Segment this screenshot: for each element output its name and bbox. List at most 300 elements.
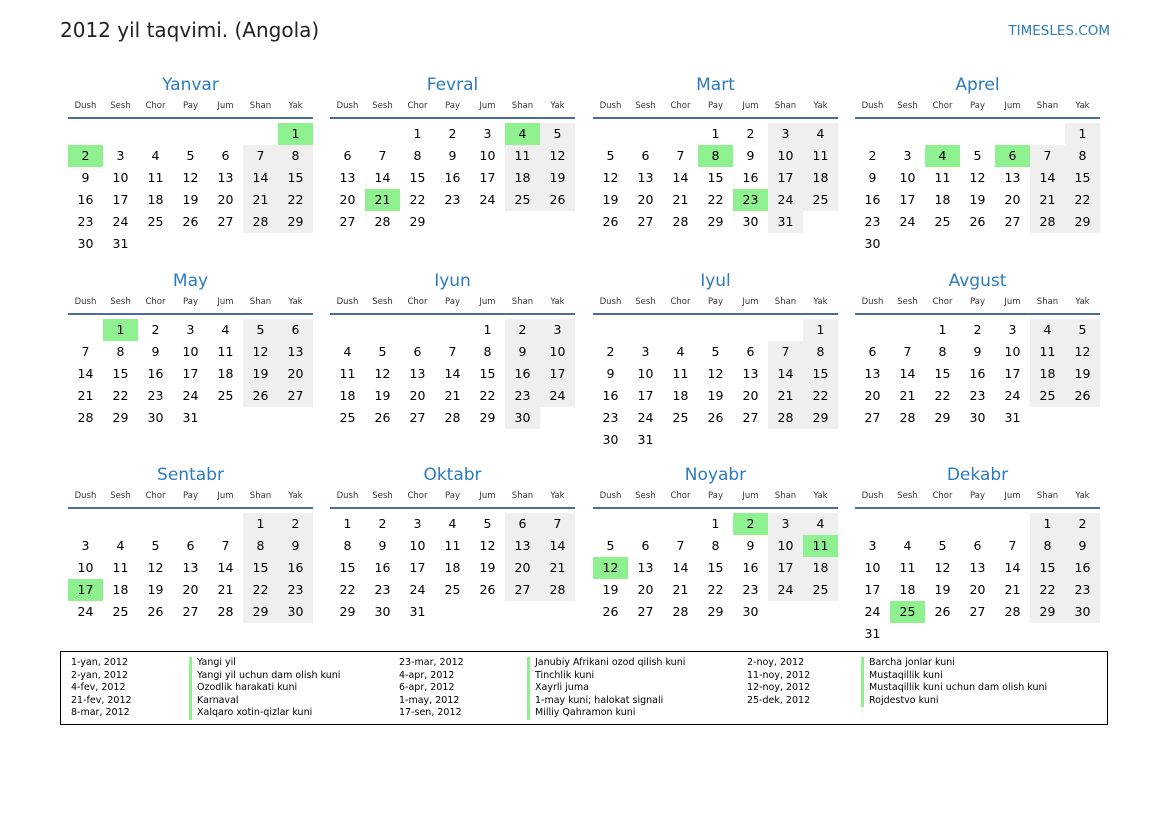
weekend-day-cell: 22: [243, 579, 278, 601]
weekday-label: Yak: [550, 297, 565, 307]
weekend-day-cell: 29: [278, 211, 313, 233]
holiday-name: Janubiy Afrikani ozod qilish kuni: [527, 657, 685, 670]
day-cell: 28: [77, 410, 94, 425]
weekday-label: Sesh: [897, 491, 918, 501]
empty-day-cell: [278, 407, 313, 429]
empty-day-cell: [505, 601, 540, 623]
day-cell: 10: [899, 170, 916, 185]
weekday-label: Yak: [1075, 297, 1090, 307]
week-row: [855, 363, 1100, 385]
holiday-name: Milliy Qahramon kuni: [527, 707, 685, 720]
weekend-day-cell: 22: [278, 189, 313, 211]
day-cell: 28: [1004, 604, 1021, 619]
day-cell: 22: [339, 582, 356, 597]
weekend-day-cell: 19: [1065, 363, 1100, 385]
weekday-label: Sesh: [635, 101, 656, 111]
week-row: [68, 579, 313, 601]
empty-day-cell: [208, 407, 243, 429]
weekend-day-cell: 17: [768, 557, 803, 579]
day-cell: 23: [147, 388, 164, 403]
day-cell: 20: [409, 388, 426, 403]
day-cell: 25: [112, 604, 129, 619]
day-cell: 24: [864, 604, 881, 619]
month-yanvar: [68, 74, 313, 255]
day-cell: 18: [147, 192, 164, 207]
day-cell: 16: [742, 560, 759, 575]
day-cell: 22: [112, 388, 129, 403]
day-cell: 11: [112, 560, 129, 575]
day-cell: 17: [479, 170, 496, 185]
day-cell: 27: [339, 214, 356, 229]
day-cell: 12: [374, 366, 391, 381]
week-row: [855, 557, 1100, 579]
day-cell: 6: [641, 148, 650, 163]
holiday-day-cell: 23: [733, 189, 768, 211]
day-cell: 17: [899, 192, 916, 207]
weekday-label: Shan: [1036, 491, 1059, 501]
day-cell: 1: [483, 322, 492, 337]
day-cell: 17: [409, 560, 426, 575]
day-cell: 4: [903, 538, 912, 553]
month-mart: [593, 74, 838, 233]
month-name: Noyabr: [684, 465, 747, 485]
day-cell: 22: [707, 582, 724, 597]
month-name: Iyun: [434, 271, 471, 291]
month-may: [68, 270, 313, 429]
holiday-day-cell: 1: [103, 319, 138, 341]
day-cell: 13: [217, 170, 234, 185]
empty-day-cell: [628, 123, 663, 145]
day-cell: 6: [413, 344, 422, 359]
weekday-label: Sesh: [372, 101, 393, 111]
weekend-day-cell: 9: [278, 535, 313, 557]
week-row: [593, 123, 838, 145]
weekday-header: [68, 99, 313, 119]
weekday-header: [330, 489, 575, 509]
weekend-day-cell: 1: [803, 319, 838, 341]
site-link[interactable]: TIMESLES.COM: [1008, 23, 1110, 39]
week-row: [593, 341, 838, 363]
empty-day-cell: [768, 429, 803, 451]
empty-day-cell: [278, 233, 313, 255]
day-cell: 17: [112, 192, 129, 207]
day-cell: 9: [448, 148, 457, 163]
weekday-label: Pay: [970, 101, 985, 111]
weekend-day-cell: 11: [803, 145, 838, 167]
day-cell: 19: [602, 192, 619, 207]
weekend-day-cell: 18: [803, 167, 838, 189]
day-cell: 19: [969, 192, 986, 207]
empty-day-cell: [960, 233, 995, 255]
day-cell: 9: [746, 538, 755, 553]
day-cell: 21: [672, 582, 689, 597]
day-cell: 27: [864, 410, 881, 425]
week-row: [593, 601, 838, 623]
empty-day-cell: [733, 429, 768, 451]
day-cell: 5: [151, 538, 160, 553]
day-cell: 4: [221, 322, 230, 337]
day-cell: 12: [934, 560, 951, 575]
weekend-day-cell: 16: [278, 557, 313, 579]
week-row: [68, 189, 313, 211]
day-cell: 9: [746, 148, 755, 163]
day-cell: 29: [707, 214, 724, 229]
holiday-date: 23-mar, 2012: [399, 657, 464, 668]
month-name: Dekabr: [946, 465, 1009, 485]
day-cell: 10: [1004, 344, 1021, 359]
weekday-label: Pay: [708, 101, 723, 111]
weekend-day-cell: 29: [803, 407, 838, 429]
day-cell: 27: [217, 214, 234, 229]
day-cell: 26: [374, 410, 391, 425]
weekend-day-cell: 15: [1030, 557, 1065, 579]
weekend-day-cell: 28: [768, 407, 803, 429]
week-row: [68, 145, 313, 167]
day-cell: 9: [151, 344, 160, 359]
week-row: [330, 189, 575, 211]
week-row: [68, 341, 313, 363]
day-cell: 5: [483, 516, 492, 531]
weekend-day-cell: 29: [1030, 601, 1065, 623]
week-row: [855, 167, 1100, 189]
empty-day-cell: [855, 319, 890, 341]
day-cell: 3: [868, 538, 877, 553]
weekday-label: Chor: [407, 491, 428, 501]
empty-day-cell: [208, 513, 243, 535]
weekend-day-cell: 12: [540, 145, 575, 167]
month-name: Avgust: [948, 271, 1007, 291]
weekend-day-cell: 23: [505, 385, 540, 407]
weekday-header: [593, 295, 838, 315]
day-cell: 29: [479, 410, 496, 425]
empty-day-cell: [925, 123, 960, 145]
day-cell: 7: [1008, 538, 1017, 553]
day-cell: 8: [711, 538, 720, 553]
empty-day-cell: [768, 601, 803, 623]
holiday-dates-column-2: [399, 657, 464, 720]
weekend-day-cell: 22: [803, 385, 838, 407]
weekend-day-cell: 23: [278, 579, 313, 601]
day-cell: 12: [182, 170, 199, 185]
weekend-day-cell: 8: [1030, 535, 1065, 557]
weekend-day-cell: 24: [768, 189, 803, 211]
empty-day-cell: [138, 513, 173, 535]
holiday-name: Ozodlik harakati kuni: [189, 682, 340, 695]
holiday-day-cell: 21: [365, 189, 400, 211]
day-cell: 30: [742, 214, 759, 229]
week-row: [855, 407, 1100, 429]
week-row: [855, 623, 1100, 645]
day-cell: 14: [77, 366, 94, 381]
empty-day-cell: [365, 319, 400, 341]
day-cell: 3: [903, 148, 912, 163]
empty-day-cell: [628, 513, 663, 535]
day-cell: 5: [378, 344, 387, 359]
day-cell: 20: [742, 388, 759, 403]
empty-day-cell: [768, 319, 803, 341]
page-title: 2012 yil taqvimi. (Angola): [60, 18, 320, 42]
day-cell: 23: [77, 214, 94, 229]
day-cell: 19: [602, 582, 619, 597]
day-cell: 3: [641, 344, 650, 359]
day-cell: 13: [637, 170, 654, 185]
day-cell: 9: [606, 366, 615, 381]
empty-day-cell: [1030, 233, 1065, 255]
week-row: [855, 189, 1100, 211]
day-cell: 18: [672, 388, 689, 403]
empty-day-cell: [540, 407, 575, 429]
weekend-day-cell: 25: [803, 189, 838, 211]
weekday-label: Pay: [445, 491, 460, 501]
weekend-day-cell: 10: [768, 535, 803, 557]
holiday-names-column-3: [861, 657, 1047, 707]
week-row: [855, 601, 1100, 623]
day-cell: 28: [217, 604, 234, 619]
empty-day-cell: [960, 623, 995, 645]
month-avgust: [855, 270, 1100, 429]
day-cell: 10: [77, 560, 94, 575]
day-cell: 25: [672, 410, 689, 425]
day-cell: 15: [479, 366, 496, 381]
day-cell: 31: [1004, 410, 1021, 425]
holiday-name: Rojdestvo kuni: [861, 695, 1047, 708]
week-row: [330, 601, 575, 623]
weekday-label: Dush: [599, 491, 622, 501]
weekday-label: Shan: [1036, 101, 1059, 111]
day-cell: 15: [934, 366, 951, 381]
day-cell: 16: [742, 170, 759, 185]
weekend-day-cell: 16: [505, 363, 540, 385]
weekday-label: Pay: [445, 101, 460, 111]
week-row: [855, 123, 1100, 145]
weekday-label: Dush: [861, 491, 884, 501]
weekend-day-cell: 17: [768, 167, 803, 189]
day-cell: 20: [637, 192, 654, 207]
day-cell: 2: [448, 126, 457, 141]
weekend-day-cell: 5: [540, 123, 575, 145]
week-row: [330, 557, 575, 579]
weekday-header: [593, 99, 838, 119]
day-cell: 21: [77, 388, 94, 403]
weekend-day-cell: 12: [1065, 341, 1100, 363]
day-cell: 6: [641, 538, 650, 553]
empty-day-cell: [435, 319, 470, 341]
weekday-label: Jum: [217, 491, 234, 501]
week-row: [593, 363, 838, 385]
weekend-day-cell: 28: [540, 579, 575, 601]
holiday-date: 11-noy, 2012: [747, 669, 811, 681]
empty-day-cell: [208, 123, 243, 145]
weekday-label: Jum: [1004, 101, 1021, 111]
week-row: [330, 363, 575, 385]
empty-day-cell: [68, 123, 103, 145]
day-cell: 20: [339, 192, 356, 207]
holiday-date: 2-yan, 2012: [71, 669, 128, 681]
weekday-label: Yak: [288, 101, 303, 111]
day-cell: 7: [81, 344, 90, 359]
weekday-label: Jum: [1004, 491, 1021, 501]
weekend-day-cell: 30: [278, 601, 313, 623]
day-cell: 25: [217, 388, 234, 403]
weekend-day-cell: 19: [243, 363, 278, 385]
empty-day-cell: [540, 601, 575, 623]
weekend-day-cell: 7: [768, 341, 803, 363]
day-cell: 16: [602, 388, 619, 403]
empty-day-cell: [803, 429, 838, 451]
empty-day-cell: [1030, 623, 1065, 645]
day-cell: 13: [969, 560, 986, 575]
day-cell: 25: [147, 214, 164, 229]
day-cell: 10: [182, 344, 199, 359]
weekday-label: Shan: [249, 101, 272, 111]
day-cell: 13: [339, 170, 356, 185]
empty-day-cell: [803, 211, 838, 233]
month-oktabr: [330, 464, 575, 623]
weekend-day-cell: 8: [278, 145, 313, 167]
weekend-day-cell: 24: [540, 385, 575, 407]
month-noyabr: [593, 464, 838, 623]
day-cell: 14: [672, 170, 689, 185]
day-cell: 29: [339, 604, 356, 619]
weekday-header: [68, 295, 313, 315]
day-cell: 10: [112, 170, 129, 185]
empty-day-cell: [995, 513, 1030, 535]
empty-day-cell: [995, 123, 1030, 145]
week-row: [593, 145, 838, 167]
day-cell: 7: [378, 148, 387, 163]
weekend-day-cell: 11: [505, 145, 540, 167]
day-cell: 1: [711, 516, 720, 531]
day-cell: 27: [182, 604, 199, 619]
day-cell: 10: [637, 366, 654, 381]
day-cell: 18: [112, 582, 129, 597]
day-cell: 6: [973, 538, 982, 553]
empty-day-cell: [698, 429, 733, 451]
day-cell: 7: [676, 148, 685, 163]
weekday-label: Shan: [511, 101, 534, 111]
weekday-label: Yak: [1075, 101, 1090, 111]
weekend-day-cell: 2: [505, 319, 540, 341]
day-cell: 15: [707, 560, 724, 575]
weekend-day-cell: 18: [1030, 363, 1065, 385]
week-row: [68, 407, 313, 429]
empty-day-cell: [1065, 233, 1100, 255]
holiday-name: Xalqaro xotin-qizlar kuni: [189, 707, 340, 720]
day-cell: 23: [969, 388, 986, 403]
month-iyun: [330, 270, 575, 429]
day-cell: 6: [343, 148, 352, 163]
weekday-label: Shan: [511, 491, 534, 501]
week-row: [68, 123, 313, 145]
weekend-day-cell: 27: [278, 385, 313, 407]
empty-day-cell: [470, 601, 505, 623]
weekday-label: Yak: [550, 491, 565, 501]
day-cell: 2: [746, 126, 755, 141]
day-cell: 25: [339, 410, 356, 425]
day-cell: 22: [707, 192, 724, 207]
week-row: [855, 579, 1100, 601]
day-cell: 8: [938, 344, 947, 359]
day-cell: 27: [742, 410, 759, 425]
empty-day-cell: [593, 123, 628, 145]
day-cell: 13: [1004, 170, 1021, 185]
holiday-date: 1-may, 2012: [399, 694, 460, 706]
month-name: Sentabr: [157, 465, 224, 485]
holiday-day-cell: 11: [803, 535, 838, 557]
weekday-label: Jum: [742, 101, 759, 111]
day-cell: 26: [182, 214, 199, 229]
day-cell: 15: [112, 366, 129, 381]
holiday-day-cell: 4: [925, 145, 960, 167]
day-cell: 13: [637, 560, 654, 575]
week-row: [593, 429, 838, 451]
weekend-day-cell: 10: [768, 145, 803, 167]
week-row: [855, 341, 1100, 363]
day-cell: 28: [444, 410, 461, 425]
empty-day-cell: [855, 123, 890, 145]
weekday-label: Chor: [670, 491, 691, 501]
weekday-label: Dush: [336, 297, 359, 307]
weekend-day-cell: 14: [540, 535, 575, 557]
month-sentabr: [68, 464, 313, 623]
weekday-label: Jum: [1004, 297, 1021, 307]
week-row: [593, 407, 838, 429]
week-row: [330, 123, 575, 145]
holiday-day-cell: 2: [733, 513, 768, 535]
weekend-day-cell: 21: [1030, 189, 1065, 211]
empty-day-cell: [855, 513, 890, 535]
weekend-day-cell: 3: [540, 319, 575, 341]
holiday-date: 25-dek, 2012: [747, 694, 811, 706]
weekend-day-cell: 27: [505, 579, 540, 601]
day-cell: 28: [672, 604, 689, 619]
empty-day-cell: [330, 319, 365, 341]
day-cell: 4: [151, 148, 160, 163]
weekday-header: [855, 99, 1100, 119]
weekday-label: Sesh: [897, 297, 918, 307]
empty-day-cell: [243, 233, 278, 255]
week-row: [330, 385, 575, 407]
day-cell: 11: [672, 366, 689, 381]
weekend-day-cell: 17: [540, 363, 575, 385]
weekend-day-cell: 14: [1030, 167, 1065, 189]
day-cell: 4: [116, 538, 125, 553]
day-cell: 30: [374, 604, 391, 619]
weekday-label: Pay: [708, 297, 723, 307]
week-row: [68, 363, 313, 385]
day-cell: 17: [637, 388, 654, 403]
week-row: [855, 211, 1100, 233]
holiday-name: Yangi yil uchun dam olish kuni: [189, 670, 340, 683]
day-cell: 13: [182, 560, 199, 575]
holiday-date: 6-apr, 2012: [399, 682, 455, 694]
day-cell: 2: [973, 322, 982, 337]
holiday-date: 17-sen, 2012: [399, 707, 462, 719]
month-name: Fevral: [426, 75, 479, 95]
weekend-day-cell: 25: [1030, 385, 1065, 407]
empty-day-cell: [593, 513, 628, 535]
holiday-names-column-2: [527, 657, 685, 720]
empty-day-cell: [890, 319, 925, 341]
weekday-label: Pay: [183, 297, 198, 307]
weekday-label: Sesh: [897, 101, 918, 111]
holiday-date: 21-fev, 2012: [71, 694, 132, 706]
day-cell: 17: [1004, 366, 1021, 381]
day-cell: 20: [182, 582, 199, 597]
day-cell: 16: [864, 192, 881, 207]
weekday-label: Dush: [336, 101, 359, 111]
weekend-day-cell: 7: [540, 513, 575, 535]
